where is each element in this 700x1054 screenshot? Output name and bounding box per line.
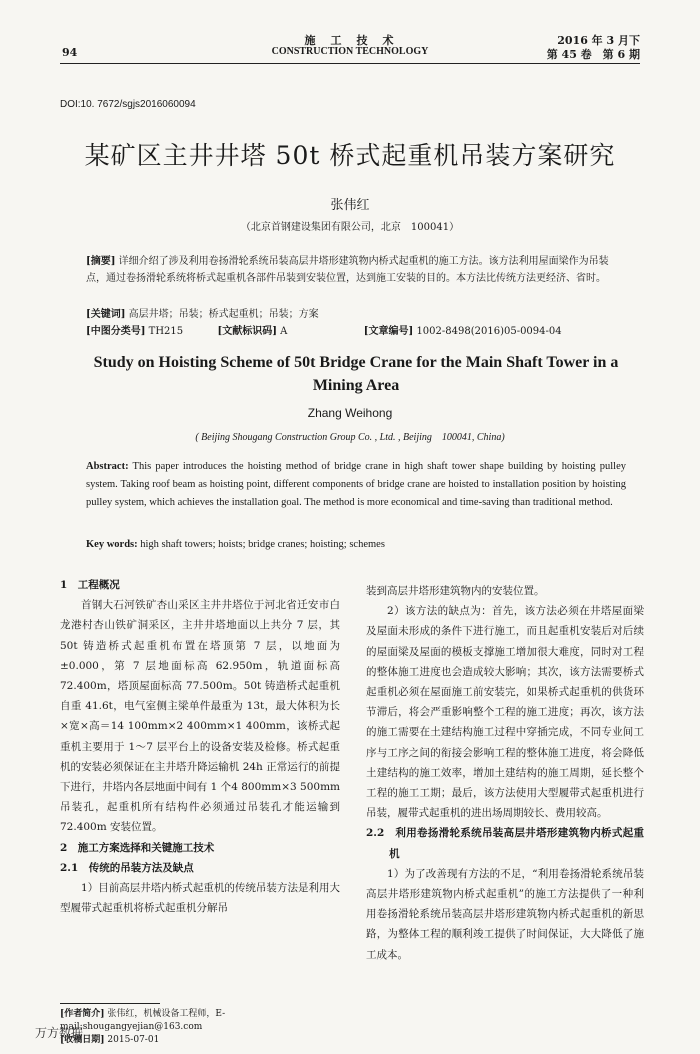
footnote-date-label: [收稿日期]	[60, 1035, 105, 1045]
subsection-heading: 2.1 传统的吊装方法及缺点	[60, 861, 194, 874]
keywords-en-text: high shaft towers; hoists; bridge cranes; hoisting; schemes	[140, 539, 385, 550]
paragraph: 1）目前高层井塔内桥式起重机的传统吊装方法是利用大型履带式起重机将桥式起重机分解吊	[60, 882, 340, 915]
body-right-column	[366, 581, 644, 965]
footnote-author-label: [作者简介]	[60, 1009, 105, 1019]
keywords-en	[86, 539, 626, 550]
footnote-rule	[60, 1003, 160, 1004]
section-heading: 1 工程概况	[60, 579, 120, 591]
abstract-cn	[86, 253, 626, 287]
paragraph: 2）该方法的缺点为：首先，该方法必须在井塔屋面梁及屋面未形成的条件下进行施工，而且起重机安装后对后续的屋面梁及屋面的模板支撑施工增加很大难度，同时对工程的整体施工进度也会造成较大影响；其次，该方法需要桥式起重机必须在屋面施工前安装完，如果桥式起重机的供货环节滞后，将会严重影响整个工程的施工进度；再次，该方法的施工需要在土建结构施工过程中穿插完成，不同专业间工序与工序之间的衔接会影响工程的整体施工进度，将会降低土建结构的施工效率，增加土建结构的施工周期，延长整个工程的施工工期；最后，该方法使用大型履带式起重机进行吊装，履带式起重机的进出场周期较长、费用较高。	[366, 605, 644, 820]
paragraph: 首钢大石河铁矿杏山采区主井井塔位于河北省迁安市白龙港村杏山铁矿洞采区，主井井塔地面以上共分 7 层，其 50t 铸造桥式起重机布置在塔顶第 7 层，以地面为 ±0.000，第 7 层地面标高 62.950m，轨道面标高 72.400m，塔顶屋面标高 77.500m。50t 铸造桥式起重机自重 41.6t，电气室侧主梁单件最重为 13t，最大体积为长×宽×高＝14 100mm×2 400mm×1 400mm，该桥式起重机主要用于 1～7 层平台上的设备安装及检修。桥式起重机的安装必须保证在主井塔升降运输机 24h 正常运行的前提下进行，井塔内各层地面中间有 1 个4 800mm×3 500mm 吊装孔，起重机所有结构件必须通过吊装孔才能运输到 72.400m 安装位置。	[60, 599, 340, 834]
keywords-en-label: Key words:	[86, 539, 138, 550]
issue-date: 2016 年 3 月下	[557, 34, 640, 47]
journal-title-cn: 施 工 技 术	[304, 34, 396, 47]
article-no-value: 1002-8498(2016)05-0094-04	[416, 326, 562, 337]
footnote-author-text: 张伟红，机械设备工程师，E-mail:shougangyejian@163.com	[60, 1009, 226, 1032]
footnote-date-text: 2015-07-01	[107, 1035, 160, 1045]
body-left-column	[60, 575, 340, 918]
abstract-en	[86, 458, 626, 512]
abstract-cn-text: 详细介绍了涉及利用卷扬滑轮系统吊装高层井塔形建筑物内桥式起重机的施工方法。该方法利用屋面梁作为吊装点，通过卷扬滑轮系统将桥式起重机各部件吊装到安装位置，达到施工安装的目的。本方法比传统方法更经济、省时。	[86, 256, 609, 284]
section-heading: 2 施工方案选择和关键施工技术	[60, 841, 215, 854]
author-en: Zhang Weihong	[307, 406, 393, 420]
article-no-label: [文章编号]	[363, 326, 414, 337]
paragraph: 装到高层井塔形建筑物内的安装位置。	[366, 585, 545, 597]
classification-line	[86, 323, 626, 340]
abstract-cn-label: [摘要]	[86, 256, 116, 267]
keywords-cn-label: [关键词]	[86, 309, 126, 320]
abstract-en-text: This paper introduces the hoisting method of bridge crane in high shaft tower shape building by hoisting pulley system. Taking roof beam as hoisting point, different components of bridge crane are hoisted to installation position by hoisting pulley system, which achieves the installation goal. The method is more economical and time-saving than traditional method.	[86, 461, 626, 508]
doc-code-label: [文献标识码]	[217, 326, 277, 337]
article-title-en: Study on Hoisting Scheme of 50t Bridge Crane for the Main Shaft Tower in a Mining Area	[93, 354, 619, 394]
affiliation-en: ( Beijing Shougang Construction Group Co. , Ltd. , Beijing 100041, China)	[195, 432, 505, 443]
journal-title-en: CONSTRUCTION TECHNOLOGY	[271, 46, 429, 57]
affiliation-cn: （北京首钢建设集团有限公司，北京 100041）	[240, 222, 460, 233]
abstract-en-label: Abstract:	[86, 461, 129, 472]
clc-value: TH215	[148, 326, 184, 337]
header-rule	[60, 63, 640, 64]
volume-issue: 第 45 卷 第 6 期	[546, 48, 640, 61]
footnote-received	[60, 1034, 350, 1047]
watermark: 万方数据	[35, 1026, 84, 1040]
doc-code-value: A	[280, 326, 288, 337]
paragraph: 1）为了改善现有方法的不足，“利用卷扬滑轮系统吊装高层井塔形建筑物内桥式起重机”的施工方法提供了一种利用卷扬滑轮系统吊装高层井塔形建筑物内桥式起重机的新思路，为整体工程的顺利竣工提供了时间保证，大大降低了施工成本。	[366, 867, 644, 961]
page-number: 94	[62, 46, 78, 59]
author-cn: 张伟红	[330, 198, 370, 213]
clc-label: [中图分类号]	[86, 326, 146, 337]
footnote	[60, 1008, 350, 1047]
article-title-cn: 某矿区主井井塔 50t 桥式起重机吊装方案研究	[84, 141, 616, 170]
doi: DOI:10. 7672/sgjs2016060094	[60, 99, 196, 110]
keywords-cn	[86, 306, 626, 323]
subsection-heading: 2.2 利用卷扬滑轮系统吊装高层井塔形建筑物内桥式起重机	[366, 827, 644, 860]
keywords-cn-text: 高层井塔；吊装；桥式起重机；吊装；方案	[128, 309, 319, 320]
footnote-author	[60, 1008, 350, 1034]
